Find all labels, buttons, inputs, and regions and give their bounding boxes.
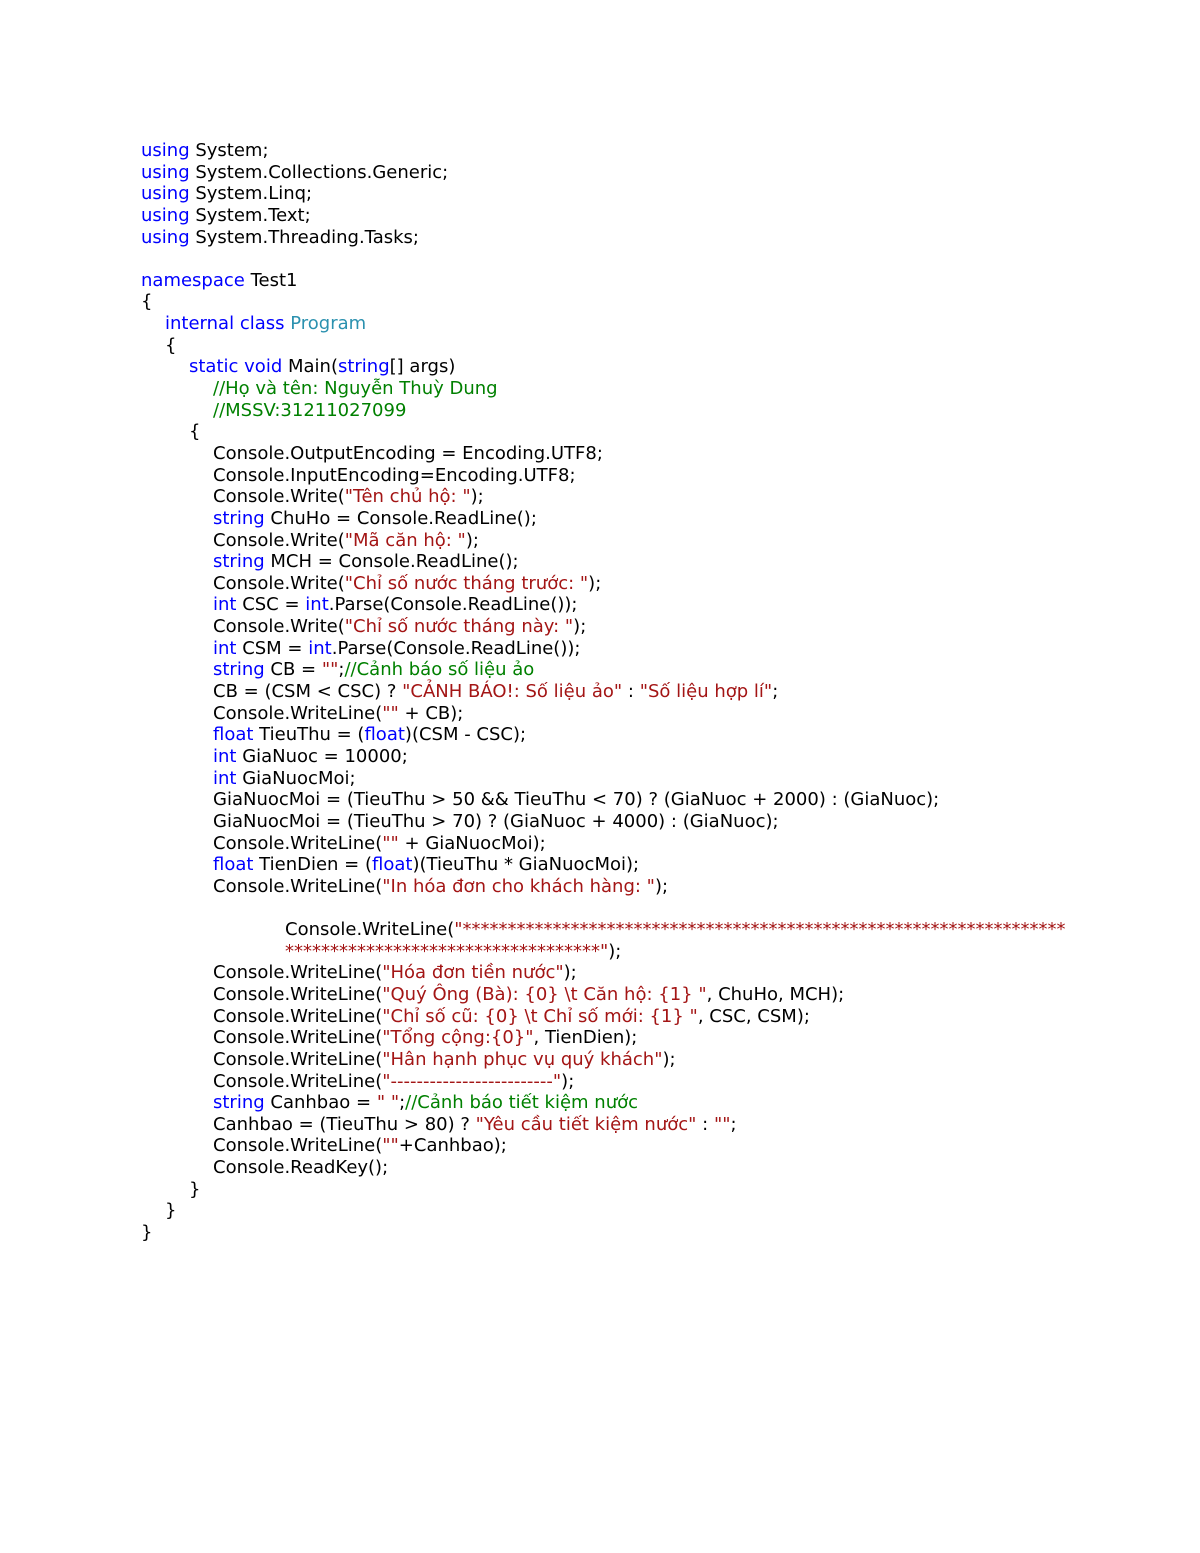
code-line	[141, 551, 1181, 573]
code-token-plain: );	[588, 572, 602, 594]
code-token-plain: Test1	[244, 269, 298, 291]
code-line	[141, 1027, 1181, 1049]
code-token-kw: float	[213, 854, 254, 876]
code-token-plain: ;	[338, 659, 345, 681]
code-token-str: "*******************************************************************	[454, 919, 1066, 941]
code-token-plain: );	[573, 616, 587, 638]
code-token-str: "In hóa đơn cho khách hàng: "	[382, 875, 655, 897]
code-token-kw: using	[141, 140, 190, 161]
code-token-plain: )(TieuThu * GiaNuocMoi);	[412, 854, 640, 876]
code-token-type: Program	[290, 313, 367, 335]
code-token-plain: Console.WriteLine(	[213, 983, 383, 1005]
code-token-kw: int	[213, 767, 237, 789]
code-token-plain: Console.WriteLine(	[285, 919, 455, 941]
code-line	[141, 162, 1181, 184]
code-token-str: ""	[382, 702, 399, 724]
code-token-plain: );	[470, 486, 484, 508]
code-token-str: "Chỉ số nước tháng này: "	[344, 616, 574, 638]
code-token-plain: GiaNuocMoi = (TieuThu > 50 && TieuThu < 70) ? (GiaNuoc + 2000) : (GiaNuoc);	[213, 789, 940, 811]
code-token-plain: }	[189, 1178, 201, 1200]
code-token-kw: float	[364, 724, 405, 746]
code-token-plain: ;	[399, 1092, 406, 1114]
code-line	[141, 984, 1181, 1006]
code-line	[141, 681, 1181, 703]
code-line	[141, 378, 1181, 400]
code-token-kw: int	[213, 745, 237, 767]
code-token-plain: GiaNuoc = 10000;	[236, 745, 408, 767]
code-token-plain: MCH = Console.ReadLine();	[264, 551, 519, 573]
code-token-plain: );	[563, 962, 577, 984]
code-token-kw: internal	[165, 313, 235, 335]
code-token-plain: :	[696, 1113, 714, 1135]
code-token-kw: namespace	[141, 269, 245, 291]
code-line	[141, 854, 1181, 876]
code-token-str: ""	[382, 1135, 399, 1157]
code-token-kw: string	[213, 551, 265, 573]
code-token-plain: ChuHo = Console.ReadLine();	[264, 507, 537, 529]
code-line	[141, 205, 1181, 227]
code-line	[141, 248, 1181, 270]
code-line	[141, 335, 1181, 357]
code-token-plain: TienDien = (	[253, 854, 372, 876]
code-token-str: ""	[713, 1113, 731, 1135]
code-line	[141, 789, 1181, 811]
code-line	[141, 313, 1181, 335]
code-token-cmt: //Cảnh báo số liệu ảo	[344, 659, 535, 681]
code-line	[141, 356, 1181, 378]
code-line	[141, 1179, 1181, 1201]
code-token-plain: );	[654, 875, 669, 897]
code-token-plain: TieuThu = (	[253, 724, 365, 746]
code-token-plain: Console.WriteLine(	[213, 702, 383, 724]
code-token-kw: int	[213, 594, 237, 616]
code-token-plain: Console.Write(	[213, 529, 345, 551]
code-line	[141, 659, 1181, 681]
code-line	[141, 140, 1181, 162]
code-token-plain: Console.WriteLine(	[213, 1005, 383, 1027]
code-token-str: "Quý Ông (Bà): {0} \t Căn hộ: {1} "	[382, 983, 707, 1005]
code-line	[141, 443, 1181, 465]
code-token-plain: .Parse(Console.ReadLine());	[331, 637, 581, 659]
code-token-plain: + GiaNuocMoi);	[398, 832, 546, 854]
code-token-kw: int	[308, 637, 332, 659]
code-token-plain: }	[141, 1222, 153, 1244]
code-token-plain: Console.OutputEncoding = Encoding.UTF8;	[213, 442, 603, 464]
code-token-plain: {	[165, 334, 177, 356]
code-token-plain: ;	[772, 681, 779, 703]
code-line	[141, 465, 1181, 487]
code-line	[141, 811, 1181, 833]
code-line	[141, 1114, 1181, 1136]
code-token-plain: Main(	[282, 356, 338, 378]
code-token-plain: Console.WriteLine(	[213, 1027, 383, 1049]
code-token-str: "Hóa đơn tiền nước"	[382, 962, 564, 984]
code-token-plain: + CB);	[398, 702, 464, 724]
code-token-cmt: //Cảnh báo tiết kiệm nước	[405, 1092, 639, 1114]
code-token-plain: Console.WriteLine(	[213, 1070, 383, 1092]
code-line	[141, 746, 1181, 768]
code-token-plain: Canhbao =	[264, 1092, 377, 1114]
code-line	[141, 1071, 1181, 1093]
code-token-str: "Số liệu hợp lí"	[639, 681, 773, 703]
code-line	[141, 1049, 1181, 1071]
code-token-plain: Console.Write(	[213, 616, 345, 638]
code-token-plain: CB =	[264, 659, 322, 681]
code-line	[141, 1157, 1181, 1179]
code-line	[141, 724, 1181, 746]
code-line	[141, 530, 1181, 552]
code-line	[141, 486, 1181, 508]
code-token-kw: string	[213, 1092, 265, 1114]
code-token-plain: Console.Write(	[213, 572, 345, 594]
code-token-kw: float	[213, 724, 254, 746]
code-token-plain: :	[622, 681, 640, 703]
code-token-kw: using	[141, 204, 190, 226]
code-token-kw: int	[213, 637, 237, 659]
code-token-plain: Console.Write(	[213, 486, 345, 508]
code-line	[141, 421, 1181, 443]
code-line	[141, 1006, 1181, 1028]
code-block	[141, 140, 1181, 1244]
code-token-plain: ;	[730, 1113, 737, 1135]
code-token-plain: .Parse(Console.ReadLine());	[328, 594, 578, 616]
code-line	[141, 876, 1181, 898]
code-token-str: "CẢNH BÁO!: Số liệu ảo"	[402, 681, 623, 703]
code-token-plain: CSC =	[236, 594, 306, 616]
code-token-str: "Hân hạnh phục vụ quý khách"	[382, 1048, 663, 1070]
code-token-plain: CB = (CSM < CSC) ?	[213, 681, 403, 703]
code-token-kw: using	[141, 183, 190, 205]
code-line	[141, 594, 1181, 616]
code-token-plain: {	[141, 291, 153, 313]
code-token-plain: Console.WriteLine(	[213, 1135, 383, 1157]
code-token-plain: , CSC, CSM);	[697, 1005, 810, 1027]
code-line	[141, 919, 1181, 941]
code-line	[141, 1222, 1181, 1244]
code-token-str: "Chỉ số cũ: {0} \t Chỉ số mới: {1} "	[382, 1005, 698, 1027]
code-token-plain: );	[662, 1048, 676, 1070]
code-token-str: "Tên chủ hộ: "	[344, 486, 471, 508]
code-token-plain: Canhbao = (TieuThu > 80) ?	[213, 1113, 476, 1135]
code-line	[141, 962, 1181, 984]
code-token-plain: )(CSM - CSC);	[404, 724, 527, 746]
code-token-plain: System.Threading.Tasks;	[189, 226, 419, 248]
code-token-kw: void	[244, 356, 283, 378]
code-token-plain: Console.WriteLine(	[213, 832, 383, 854]
code-token-str: "Tổng cộng:{0}"	[382, 1027, 534, 1049]
code-token-kw: string	[213, 659, 265, 681]
code-token-plain: System.Collections.Generic;	[189, 161, 449, 183]
code-token-kw: string	[337, 356, 390, 378]
code-token-kw: using	[141, 226, 190, 248]
code-token-str: "Mã căn hộ: "	[344, 529, 466, 551]
code-token-plain: , TienDien);	[533, 1027, 638, 1049]
code-token-plain: );	[561, 1070, 575, 1092]
code-token-str: "-------------------------"	[382, 1070, 562, 1092]
code-token-cmt: //MSSV:31211027099	[213, 399, 407, 421]
code-line	[141, 227, 1181, 249]
code-token-plain: GiaNuocMoi = (TieuThu > 70) ? (GiaNuoc + 4000) : (GiaNuoc);	[213, 810, 779, 832]
code-token-plain: CSM =	[236, 637, 309, 659]
code-token-plain: GiaNuocMoi;	[236, 767, 356, 789]
code-line	[141, 573, 1181, 595]
code-line	[141, 270, 1181, 292]
code-token-plain: System;	[189, 140, 269, 161]
code-token-plain: [] args)	[389, 356, 456, 378]
code-token-plain: );	[465, 529, 479, 551]
code-line	[141, 1092, 1181, 1114]
code-token-plain: Console.WriteLine(	[213, 962, 383, 984]
code-token-plain: +Canhbao);	[398, 1135, 507, 1157]
code-line	[141, 768, 1181, 790]
code-token-cmt: //Họ và tên: Nguyễn Thuỳ Dung	[213, 378, 498, 400]
code-token-plain: Console.InputEncoding=Encoding.UTF8;	[213, 464, 576, 486]
code-line	[141, 897, 1181, 919]
code-token-kw: int	[305, 594, 329, 616]
code-token-plain: System.Text;	[189, 204, 311, 226]
code-line	[141, 508, 1181, 530]
code-line	[141, 291, 1181, 313]
code-line	[141, 1135, 1181, 1157]
code-line	[141, 833, 1181, 855]
code-line	[141, 638, 1181, 660]
code-token-str: ""	[382, 832, 399, 854]
code-token-kw: string	[213, 507, 265, 529]
code-token-kw: class	[239, 313, 285, 335]
code-line	[141, 1200, 1181, 1222]
code-token-str: "Chỉ số nước tháng trước: "	[344, 572, 589, 594]
code-line	[141, 616, 1181, 638]
code-token-plain: Console.ReadKey();	[213, 1157, 389, 1179]
code-token-plain: Console.WriteLine(	[213, 875, 383, 897]
code-line	[141, 400, 1181, 422]
code-token-plain: );	[608, 940, 622, 962]
code-token-str: ***********************************"	[285, 940, 609, 962]
code-line	[141, 941, 1181, 963]
code-token-str: " "	[376, 1092, 400, 1114]
code-token-plain: , ChuHo, MCH);	[706, 983, 845, 1005]
code-token-plain: Console.WriteLine(	[213, 1048, 383, 1070]
code-line	[141, 703, 1181, 725]
code-token-kw: static	[189, 356, 239, 378]
code-token-kw: float	[372, 854, 413, 876]
code-token-plain: }	[165, 1200, 177, 1222]
code-token-plain: {	[189, 421, 201, 443]
code-token-kw: using	[141, 161, 190, 183]
code-line	[141, 183, 1181, 205]
code-token-plain: System.Linq;	[189, 183, 313, 205]
code-token-str: "Yêu cầu tiết kiệm nước"	[475, 1113, 697, 1135]
code-token-str: ""	[321, 659, 339, 681]
